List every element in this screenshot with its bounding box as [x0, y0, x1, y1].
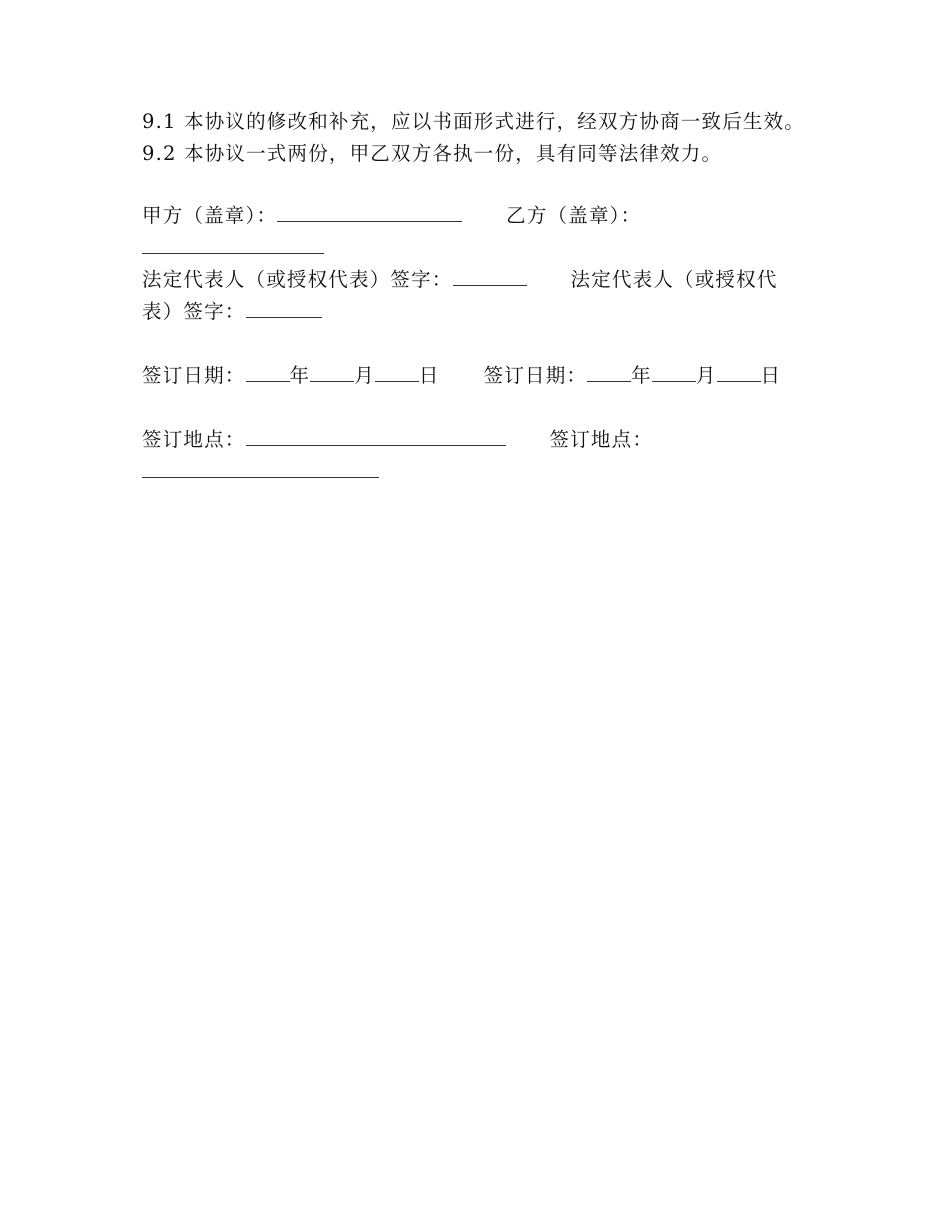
- date-line: [142, 360, 810, 392]
- place-b-blank[interactable]: [142, 459, 379, 478]
- rep-b-label-part1: 法定代表人（或授权代: [570, 268, 778, 291]
- rep-b-sign-blank[interactable]: [246, 299, 322, 318]
- rep-sign-line: [142, 264, 810, 296]
- spacer: [142, 328, 810, 360]
- place-a-label: 签订地点：: [142, 428, 246, 451]
- clause-9-1: 9.1 本协议的修改和补充，应以书面形式进行，经双方协商一致后生效。: [142, 110, 806, 133]
- date-b-label: 签订日期：: [483, 364, 588, 387]
- date-b-year-blank[interactable]: [587, 363, 631, 382]
- date-a-year-text: 年: [289, 364, 311, 387]
- date-b-year-text: 年: [631, 364, 652, 387]
- date-b-day-blank[interactable]: [717, 363, 761, 382]
- place-line: [142, 424, 810, 456]
- party-b-seal-blank-line: [142, 232, 810, 264]
- place-b-blank-line: [142, 456, 810, 488]
- date-b-month-blank[interactable]: [652, 363, 696, 382]
- document-content: [142, 106, 810, 488]
- date-a-month-blank[interactable]: [310, 363, 354, 382]
- rep-b-label-part2: 表）签字：: [142, 300, 246, 323]
- date-b-month-text: 月: [695, 364, 717, 387]
- rep-a-label: 法定代表人（或授权代表）签字：: [142, 268, 453, 291]
- party-a-seal-label: 甲方（盖章）：: [142, 204, 278, 227]
- rep-a-sign-blank[interactable]: [453, 267, 527, 286]
- place-b-label: 签订地点：: [549, 428, 654, 451]
- spacer: [142, 170, 810, 200]
- clause-9-2: 9.2 本协议一式两份，甲乙双方各执一份，具有同等法律效力。: [142, 142, 723, 165]
- date-a-day-text: 日: [418, 364, 440, 387]
- spacer: [142, 392, 810, 424]
- date-a-year-blank[interactable]: [246, 363, 290, 382]
- date-a-day-blank[interactable]: [375, 363, 419, 382]
- rep-b-sign-line: [142, 296, 810, 328]
- party-b-seal-label: 乙方（盖章）：: [506, 204, 642, 227]
- party-seal-line: [142, 200, 810, 232]
- date-a-label: 签订日期：: [142, 364, 246, 387]
- party-a-seal-blank[interactable]: [277, 203, 462, 222]
- place-a-blank[interactable]: [246, 427, 506, 446]
- date-b-day-text: 日: [760, 364, 782, 387]
- date-a-month-text: 月: [354, 364, 375, 387]
- party-b-seal-blank[interactable]: [142, 235, 324, 254]
